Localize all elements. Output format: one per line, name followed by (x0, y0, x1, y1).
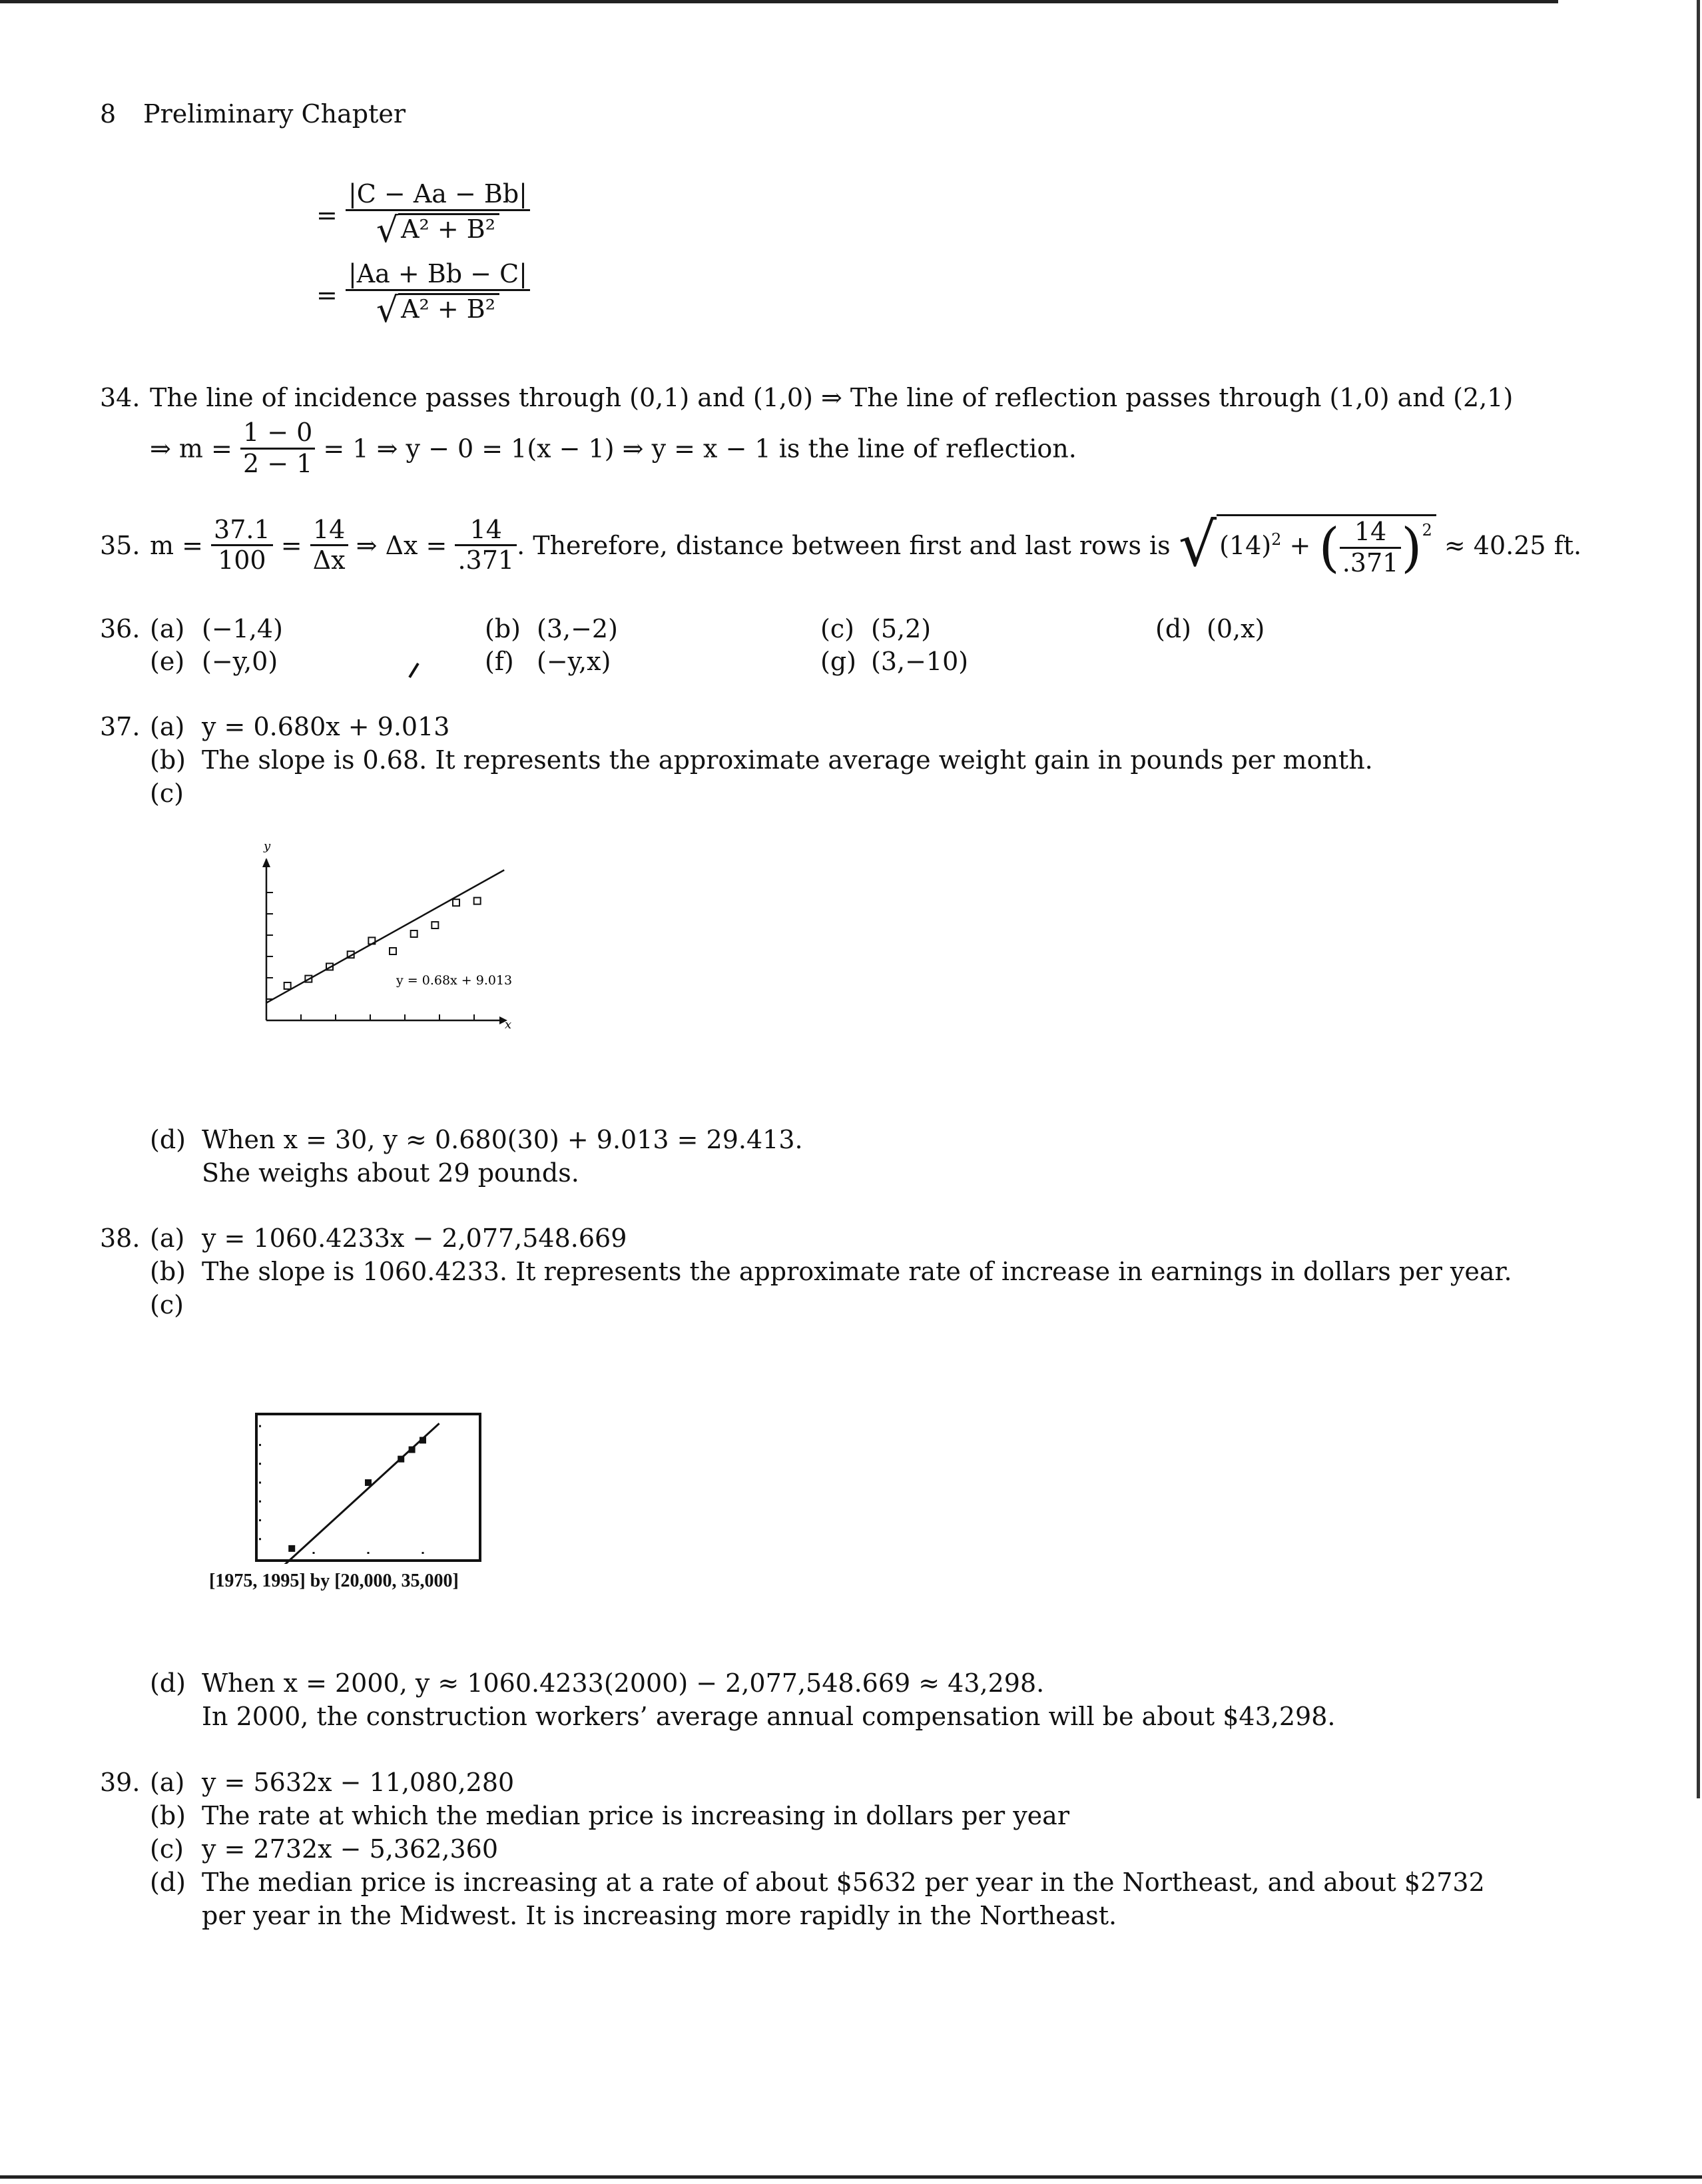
data-point (288, 1545, 295, 1552)
item-text: When x = 2000, y ≈ 1060.4233(2000) − 2,077,548.669 ≈ 43,298. (202, 1668, 1045, 1698)
earnings-scatter-chart (253, 1411, 486, 1564)
y-tick (259, 1463, 261, 1465)
item-label: (c) (820, 614, 854, 643)
y-tick (259, 1425, 261, 1427)
chapter-title: Preliminary Chapter (143, 99, 406, 129)
item-label: (a) (150, 614, 185, 643)
item-label: (g) (820, 647, 856, 676)
item-label: (a) (150, 712, 185, 741)
fraction: $\frac{1 - 0}{2 - 1}$ (240, 420, 315, 478)
problem-number: 38. (100, 1224, 141, 1253)
y-tick (259, 1538, 261, 1540)
item-value: (3,−2) (537, 614, 618, 643)
regression-line (281, 1423, 439, 1564)
x-tick (368, 1552, 370, 1554)
item-label: (b) (150, 745, 186, 775)
problem-number: 39. (100, 1768, 141, 1797)
x-tick (313, 1552, 315, 1554)
data-point (411, 930, 418, 937)
item-label: (b) (150, 1257, 186, 1286)
page-right-border (1697, 0, 1700, 1798)
item-text: y = 0.680x + 9.013 (202, 712, 450, 741)
fraction: $\frac{|C - Aa - Bb|}{\text{√ A² + B²}}$ (346, 181, 530, 248)
x-tick (422, 1552, 424, 1554)
problem-number: 34. (100, 383, 141, 412)
equation-annotation: y = 0.68x + 9.013 (396, 973, 513, 988)
problem-34-line-2: ⇒ m = $\frac{1 - 0}{2 - 1}$ = 1 ⇒ y − 0 = 1(x − 1) ⇒ y = x − 1 is the line of reflection. (150, 418, 1077, 478)
fraction: $\frac{14}{\Delta x}$ (310, 517, 348, 575)
data-point (398, 1456, 404, 1463)
problem-34-line-1: The line of incidence passes through (0,1) and (1,0) ⇒ The line of reflection passes through (1,0) and (2,1) (150, 383, 1514, 412)
data-point (390, 948, 396, 954)
item-label: (b) (485, 614, 521, 643)
item-label: (d) (150, 1125, 186, 1154)
data-point (431, 922, 438, 928)
item-label: (c) (150, 779, 184, 808)
item-text: The rate at which the median price is increasing in dollars per year (202, 1801, 1069, 1830)
y-tick (259, 1481, 261, 1483)
data-point (365, 1479, 372, 1486)
item-text: The slope is 0.68. It represents the approximate average weight gain in pounds per month. (202, 745, 1373, 775)
data-point (474, 898, 481, 905)
carry-eq-2: = $\frac{|Aa + Bb - C|}{\text{√ A² + B²}}$ (316, 261, 530, 328)
radical-sign: √ (1178, 510, 1217, 580)
item-text: y = 5632x − 11,080,280 (202, 1768, 515, 1797)
y-axis-arrow (262, 858, 270, 867)
y-tick (259, 1501, 261, 1503)
pen-mark (408, 661, 421, 679)
item-text: The slope is 1060.4233. It represents the approximate rate of increase in earnings in dollars per year. (202, 1257, 1512, 1286)
item-text: y = 1060.4233x − 2,077,548.669 (202, 1224, 627, 1253)
problem-35-equation: m = $\frac{37.1}{100}$ = $\frac{14}{\Delta x}$ ⇒ Δx = $\frac{14}{.371}$ . Therefore, distance between first and last rows is √ $(14)^2$ + ( $\frac{14}{.371}$ )$^2$ ≈ 40.25 ft. (150, 510, 1582, 580)
item-text: per year in the Midwest. It is increasing more rapidly in the Northeast. (202, 1901, 1117, 1930)
y-tick (259, 1444, 261, 1446)
item-text: When x = 30, y ≈ 0.680(30) + 9.013 = 29.413. (202, 1125, 803, 1154)
item-value: (5,2) (871, 614, 932, 643)
page-number: 8 (100, 99, 117, 129)
item-text: The median price is increasing at a rate of about $5632 per year in the Northeast, and about $2732 (202, 1868, 1485, 1897)
problem-number: 37. (100, 712, 141, 741)
data-point (453, 899, 459, 906)
item-text: y = 2732x − 5,362,360 (202, 1834, 498, 1864)
item-value: (3,−10) (871, 647, 969, 676)
item-label: (c) (150, 1290, 184, 1319)
y-tick (259, 1519, 261, 1521)
fraction: $\frac{|Aa + Bb - C|}{\text{√ A² + B²}}$ (346, 261, 530, 328)
item-label: (a) (150, 1768, 185, 1797)
item-label: (f) (485, 647, 514, 676)
x-axis-label: x (505, 1018, 512, 1032)
item-label: (d) (1155, 614, 1191, 643)
item-label: (b) (150, 1801, 186, 1830)
item-value: (−1,4) (202, 614, 283, 643)
item-value: (−y,x) (537, 647, 611, 676)
y-axis-label: y (264, 839, 271, 853)
carry-eq-1: = $\frac{|C - Aa - Bb|}{\text{√ A² + B²}}$ (316, 181, 530, 248)
item-value: (0,x) (1207, 614, 1265, 643)
data-point (420, 1437, 426, 1443)
item-text: In 2000, the construction workers’ average annual compensation will be about $43,298. (202, 1702, 1336, 1731)
problem-number: 36. (100, 614, 141, 643)
fraction: $\frac{14}{.371}$ (455, 517, 517, 575)
data-point (284, 982, 291, 989)
problem-number: 35. (100, 531, 141, 560)
page-bottom-border (0, 2175, 1702, 2179)
item-label: (d) (150, 1868, 186, 1897)
page-top-border (0, 0, 1558, 3)
window-caption: [1975, 1995] by [20,000, 35,000] (209, 1571, 459, 1591)
item-label: (c) (150, 1834, 184, 1864)
item-label: (e) (150, 647, 185, 676)
fraction: $\frac{37.1}{100}$ (211, 517, 273, 575)
weight-scatter-chart (240, 839, 533, 1039)
item-label: (a) (150, 1224, 185, 1253)
fraction: $\frac{14}{.371}$ (1340, 519, 1402, 577)
data-point (409, 1446, 416, 1453)
item-text: She weighs about 29 pounds. (202, 1158, 579, 1188)
radicand: $(14)^2$ + ( $\frac{14}{.371}$ )$^2$ (1217, 514, 1436, 577)
item-label: (d) (150, 1668, 186, 1698)
item-value: (−y,0) (202, 647, 278, 676)
